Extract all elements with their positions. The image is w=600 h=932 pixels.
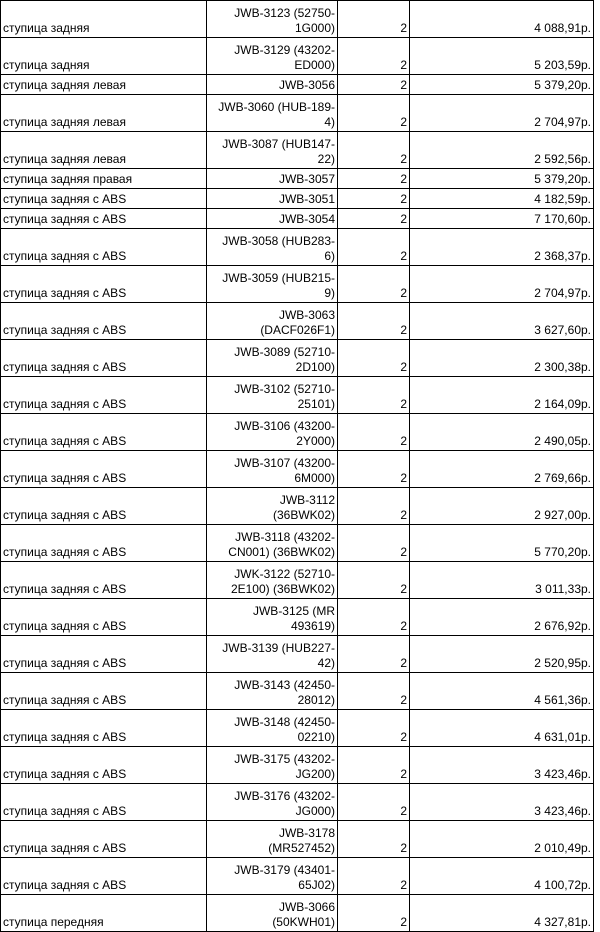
cell-part-code: JWB-3087 (HUB147- 22) <box>207 132 338 169</box>
table-row <box>1 525 594 562</box>
cell-price: 2 704,97р. <box>410 266 594 303</box>
table-row <box>1 414 594 451</box>
cell-part-name: ступица задняя с ABS <box>1 562 207 599</box>
cell-quantity: 2 <box>338 414 410 451</box>
cell-price: 5 379,20р. <box>410 169 594 189</box>
cell-part-code: JWB-3125 (MR 493619) <box>207 599 338 636</box>
cell-price: 2 676,92р. <box>410 599 594 636</box>
cell-quantity: 2 <box>338 636 410 673</box>
table-row <box>1 858 594 895</box>
cell-quantity: 2 <box>338 858 410 895</box>
cell-price: 3 423,46р. <box>410 784 594 821</box>
cell-quantity: 2 <box>338 599 410 636</box>
cell-part-code: JWB-3123 (52750- 1G000) <box>207 1 338 38</box>
table-row <box>1 747 594 784</box>
table-row <box>1 75 594 95</box>
cell-part-name: ступица задняя с ABS <box>1 821 207 858</box>
cell-quantity: 2 <box>338 673 410 710</box>
cell-part-code: JWB-3107 (43200- 6M000) <box>207 451 338 488</box>
cell-part-name: ступица задняя с ABS <box>1 340 207 377</box>
cell-part-code: JWB-3059 (HUB215- 9) <box>207 266 338 303</box>
cell-price: 4 182,59р. <box>410 189 594 209</box>
table-row <box>1 132 594 169</box>
cell-price: 4 088,91р. <box>410 1 594 38</box>
cell-quantity: 2 <box>338 784 410 821</box>
table-row <box>1 562 594 599</box>
table-row <box>1 599 594 636</box>
table-row <box>1 821 594 858</box>
cell-quantity: 2 <box>338 821 410 858</box>
cell-part-name: ступица задняя <box>1 1 207 38</box>
cell-part-code: JWB-3051 <box>207 189 338 209</box>
cell-quantity: 2 <box>338 377 410 414</box>
cell-price: 5 203,59р. <box>410 38 594 75</box>
table-row <box>1 895 594 932</box>
cell-price: 5 770,20р. <box>410 525 594 562</box>
cell-quantity: 2 <box>338 710 410 747</box>
table-row <box>1 303 594 340</box>
cell-price: 2 704,97р. <box>410 95 594 132</box>
cell-quantity: 2 <box>338 747 410 784</box>
table-row <box>1 710 594 747</box>
cell-price: 2 769,66р. <box>410 451 594 488</box>
cell-part-name: ступица задняя с ABS <box>1 377 207 414</box>
cell-part-name: ступица задняя с ABS <box>1 209 207 229</box>
table-row <box>1 38 594 75</box>
cell-part-name: ступица задняя левая <box>1 95 207 132</box>
cell-price: 2 300,38р. <box>410 340 594 377</box>
table-row <box>1 266 594 303</box>
cell-quantity: 2 <box>338 229 410 266</box>
cell-part-code: JWB-3063 (DACF026F1) <box>207 303 338 340</box>
table-row <box>1 377 594 414</box>
cell-price: 4 327,81р. <box>410 895 594 932</box>
cell-part-code: JWB-3148 (42450- 02210) <box>207 710 338 747</box>
cell-part-code: JWK-3122 (52710- 2E100) (36BWK02) <box>207 562 338 599</box>
cell-part-name: ступица передняя <box>1 895 207 932</box>
cell-part-code: JWB-3066 (50KWH01) <box>207 895 338 932</box>
cell-part-name: ступица задняя правая <box>1 169 207 189</box>
table-row <box>1 488 594 525</box>
cell-part-name: ступица задняя с ABS <box>1 784 207 821</box>
cell-price: 7 170,60р. <box>410 209 594 229</box>
table-row <box>1 784 594 821</box>
cell-price: 3 011,33р. <box>410 562 594 599</box>
cell-price: 2 592,56р. <box>410 132 594 169</box>
cell-quantity: 2 <box>338 38 410 75</box>
cell-quantity: 2 <box>338 451 410 488</box>
cell-price: 3 423,46р. <box>410 747 594 784</box>
cell-part-code: JWB-3176 (43202- JG000) <box>207 784 338 821</box>
table-row <box>1 636 594 673</box>
cell-part-name: ступица задняя с ABS <box>1 229 207 266</box>
table-row <box>1 189 594 209</box>
cell-part-code: JWB-3089 (52710- 2D100) <box>207 340 338 377</box>
cell-part-code: JWB-3175 (43202- JG200) <box>207 747 338 784</box>
cell-quantity: 2 <box>338 525 410 562</box>
cell-quantity: 2 <box>338 132 410 169</box>
table-row <box>1 209 594 229</box>
cell-part-name: ступица задняя с ABS <box>1 858 207 895</box>
cell-part-name: ступица задняя с ABS <box>1 451 207 488</box>
cell-part-name: ступица задняя с ABS <box>1 189 207 209</box>
cell-part-code: JWB-3102 (52710- 25101) <box>207 377 338 414</box>
cell-part-name: ступица задняя с ABS <box>1 673 207 710</box>
cell-quantity: 2 <box>338 169 410 189</box>
cell-part-code: JWB-3106 (43200- 2Y000) <box>207 414 338 451</box>
cell-quantity: 2 <box>338 266 410 303</box>
cell-part-code: JWB-3129 (43202- ED000) <box>207 38 338 75</box>
cell-price: 2 010,49р. <box>410 821 594 858</box>
cell-quantity: 2 <box>338 895 410 932</box>
cell-price: 2 927,00р. <box>410 488 594 525</box>
cell-quantity: 2 <box>338 95 410 132</box>
cell-part-name: ступица задняя с ABS <box>1 747 207 784</box>
table-row <box>1 1 594 38</box>
cell-quantity: 2 <box>338 209 410 229</box>
table-row <box>1 673 594 710</box>
cell-price: 4 561,36р. <box>410 673 594 710</box>
cell-price: 2 164,09р. <box>410 377 594 414</box>
table-row <box>1 95 594 132</box>
cell-quantity: 2 <box>338 562 410 599</box>
cell-quantity: 2 <box>338 1 410 38</box>
table-row <box>1 229 594 266</box>
table-row <box>1 169 594 189</box>
cell-part-code: JWB-3058 (HUB283- 6) <box>207 229 338 266</box>
cell-price: 4 631,01р. <box>410 710 594 747</box>
cell-part-name: ступица задняя с ABS <box>1 525 207 562</box>
cell-price: 5 379,20р. <box>410 75 594 95</box>
cell-part-name: ступица задняя с ABS <box>1 414 207 451</box>
cell-part-code: JWB-3143 (42450- 28012) <box>207 673 338 710</box>
table-row <box>1 340 594 377</box>
cell-price: 2 368,37р. <box>410 229 594 266</box>
cell-part-code: JWB-3179 (43401- 65J02) <box>207 858 338 895</box>
cell-part-code: JWB-3112 (36BWK02) <box>207 488 338 525</box>
cell-part-name: ступица задняя с ABS <box>1 303 207 340</box>
cell-part-code: JWB-3118 (43202- CN001) (36BWK02) <box>207 525 338 562</box>
cell-part-name: ступица задняя <box>1 38 207 75</box>
cell-part-name: ступица задняя с ABS <box>1 599 207 636</box>
cell-part-code: JWB-3054 <box>207 209 338 229</box>
cell-part-code: JWB-3060 (HUB-189- 4) <box>207 95 338 132</box>
price-table-body <box>1 1 594 932</box>
cell-part-code: JWB-3056 <box>207 75 338 95</box>
cell-part-code: JWB-3178 (MR527452) <box>207 821 338 858</box>
cell-part-code: JWB-3057 <box>207 169 338 189</box>
cell-quantity: 2 <box>338 303 410 340</box>
cell-quantity: 2 <box>338 340 410 377</box>
cell-part-name: ступица задняя с ABS <box>1 266 207 303</box>
cell-part-name: ступица задняя с ABS <box>1 636 207 673</box>
table-row <box>1 451 594 488</box>
cell-part-name: ступица задняя с ABS <box>1 488 207 525</box>
cell-part-code: JWB-3139 (HUB227- 42) <box>207 636 338 673</box>
cell-price: 2 520,95р. <box>410 636 594 673</box>
cell-quantity: 2 <box>338 488 410 525</box>
cell-quantity: 2 <box>338 75 410 95</box>
cell-quantity: 2 <box>338 189 410 209</box>
cell-part-name: ступица задняя левая <box>1 132 207 169</box>
cell-part-name: ступица задняя левая <box>1 75 207 95</box>
cell-price: 2 490,05р. <box>410 414 594 451</box>
cell-price: 4 100,72р. <box>410 858 594 895</box>
cell-price: 3 627,60р. <box>410 303 594 340</box>
cell-part-name: ступица задняя с ABS <box>1 710 207 747</box>
